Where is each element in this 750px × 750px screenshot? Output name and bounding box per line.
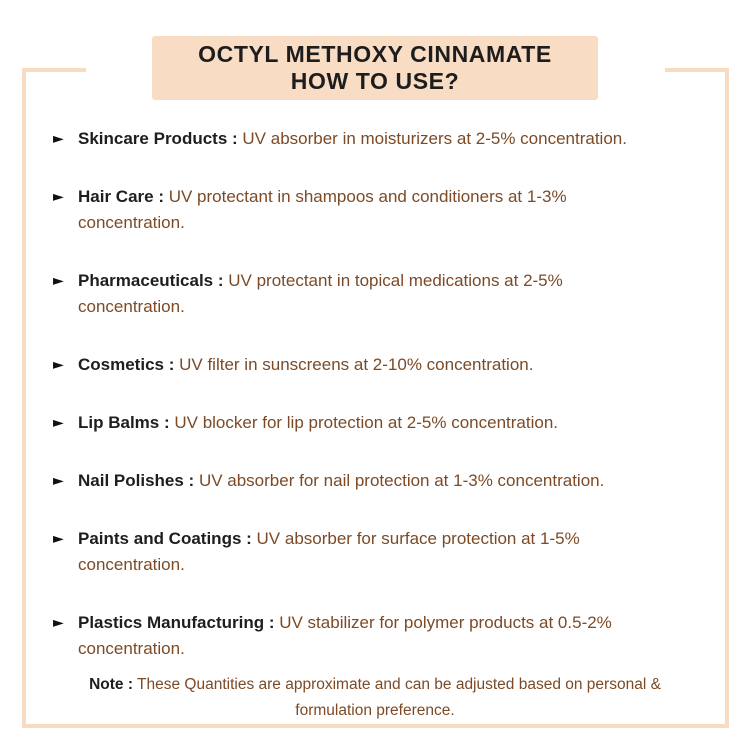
item-label: Lip Balms :	[78, 413, 170, 432]
item-label: Hair Care :	[78, 187, 164, 206]
list-item	[53, 268, 693, 320]
list-item	[53, 184, 693, 236]
arrow-bullet-icon: ►	[53, 615, 64, 631]
arrow-bullet-icon: ►	[53, 357, 64, 373]
frame-right-line	[725, 68, 729, 728]
frame-bottom-line	[22, 724, 729, 728]
item-description: UV blocker for lip protection at 2-5% concentration.	[174, 413, 558, 432]
usage-list	[53, 126, 693, 694]
arrow-bullet-icon: ►	[53, 273, 64, 289]
item-description: UV stabilizer for polymer products at 0.5-2% concentration.	[78, 613, 612, 658]
list-item-text	[78, 268, 656, 320]
item-label: Plastics Manufacturing :	[78, 613, 275, 632]
page-title-line2: HOW TO USE?	[290, 68, 460, 94]
arrow-bullet-icon: ►	[53, 531, 64, 547]
note	[85, 672, 665, 724]
arrow-bullet-icon: ►	[53, 189, 64, 205]
item-description: UV absorber in moisturizers at 2-5% concentration.	[242, 129, 627, 148]
item-description: UV protectant in topical medications at 2-5% concentration.	[78, 271, 563, 316]
list-item-text	[78, 468, 656, 494]
list-item-text	[78, 184, 656, 236]
item-description: UV protectant in shampoos and conditioners at 1-3% concentration.	[78, 187, 567, 232]
note-label: Note :	[89, 676, 133, 693]
item-description: UV absorber for nail protection at 1-3% concentration.	[198, 471, 605, 490]
list-item-text	[78, 526, 656, 578]
list-item	[53, 468, 693, 494]
list-item-text	[78, 126, 656, 152]
item-label: Pharmaceuticals :	[78, 271, 224, 290]
frame-left-line	[22, 68, 26, 728]
list-item	[53, 410, 693, 436]
item-label: Cosmetics :	[78, 355, 175, 374]
arrow-bullet-icon: ►	[53, 415, 64, 431]
frame-top-right-bracket	[665, 68, 729, 72]
list-item	[53, 352, 693, 378]
arrow-bullet-icon: ►	[53, 131, 64, 147]
note-text: These Quantities are approximate and can be adjusted based on personal & formulation preference.	[137, 676, 661, 719]
item-label: Nail Polishes :	[78, 471, 195, 490]
list-item-text	[78, 352, 656, 378]
item-description: UV filter in sunscreens at 2-10% concentration.	[179, 355, 534, 374]
list-item-text	[78, 610, 656, 662]
list-item	[53, 526, 693, 578]
list-item	[53, 610, 693, 662]
item-label: Skincare Products :	[78, 129, 238, 148]
list-item-text	[78, 410, 656, 436]
item-description: UV absorber for surface protection at 1-5% concentration.	[78, 529, 580, 574]
item-label: Paints and Coatings :	[78, 529, 252, 548]
frame-top-left-bracket	[22, 68, 86, 72]
page-title-line1: OCTYL METHOXY CINNAMATE	[198, 41, 552, 67]
title-banner	[152, 36, 598, 100]
arrow-bullet-icon: ►	[53, 473, 64, 489]
list-item	[53, 126, 693, 152]
